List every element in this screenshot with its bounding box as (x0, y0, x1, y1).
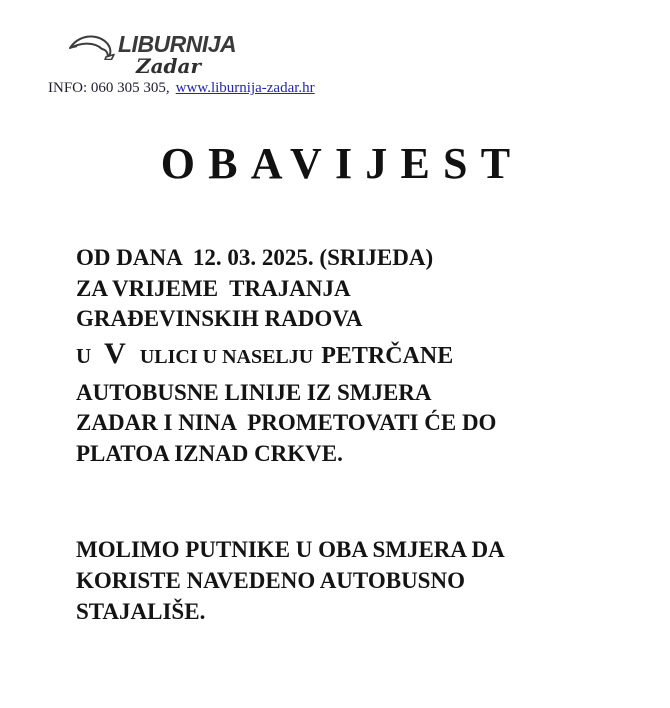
notice-line-buslines: AUTOBUSNE LINIJE IZ SMJERA (76, 379, 432, 405)
notice-line-works: GRAĐEVINSKIH RADOVA (76, 306, 363, 331)
notice-paragraph-2 (76, 534, 505, 627)
street-segment-mid: ULICI U NASELJU (139, 345, 314, 368)
street-segment-v: V (104, 336, 126, 370)
info-phone-text: INFO: 060 305 305, (48, 80, 170, 96)
notice-line-duration: ZA VRIJEME TRAJANJA (76, 275, 351, 301)
notice-title: OBAVIJEST (160, 139, 524, 188)
info-contact-line (48, 80, 315, 97)
notice-line-request-2: KORISTE NAVEDENO AUTOBUSNO (76, 568, 465, 593)
notice-line-request-3: STAJALIŠE. (76, 599, 206, 624)
street-segment-u: U (76, 343, 92, 368)
dolphin-logo-icon (68, 33, 116, 60)
notice-paragraph-1 (76, 243, 496, 469)
website-link[interactable]: www.liburnija-zadar.hr (175, 80, 315, 96)
notice-line-request-1: MOLIMO PUTNIKE U OBA SMJERA DA (76, 537, 505, 562)
notice-line-plateau: PLATOA IZNAD CRKVE. (76, 440, 343, 466)
logo-brand-text: LIBURNIJA (118, 31, 237, 57)
street-segment-place: PETRČANE (321, 342, 454, 369)
notice-line-street (76, 335, 496, 378)
logo-city-text: Zadar (136, 54, 202, 78)
notice-line-directions: ZADAR I NINA PROMETOVATI ĆE DO (76, 410, 497, 435)
notice-line-date: OD DANA 12. 03. 2025. (SRIJEDA) (76, 245, 434, 270)
